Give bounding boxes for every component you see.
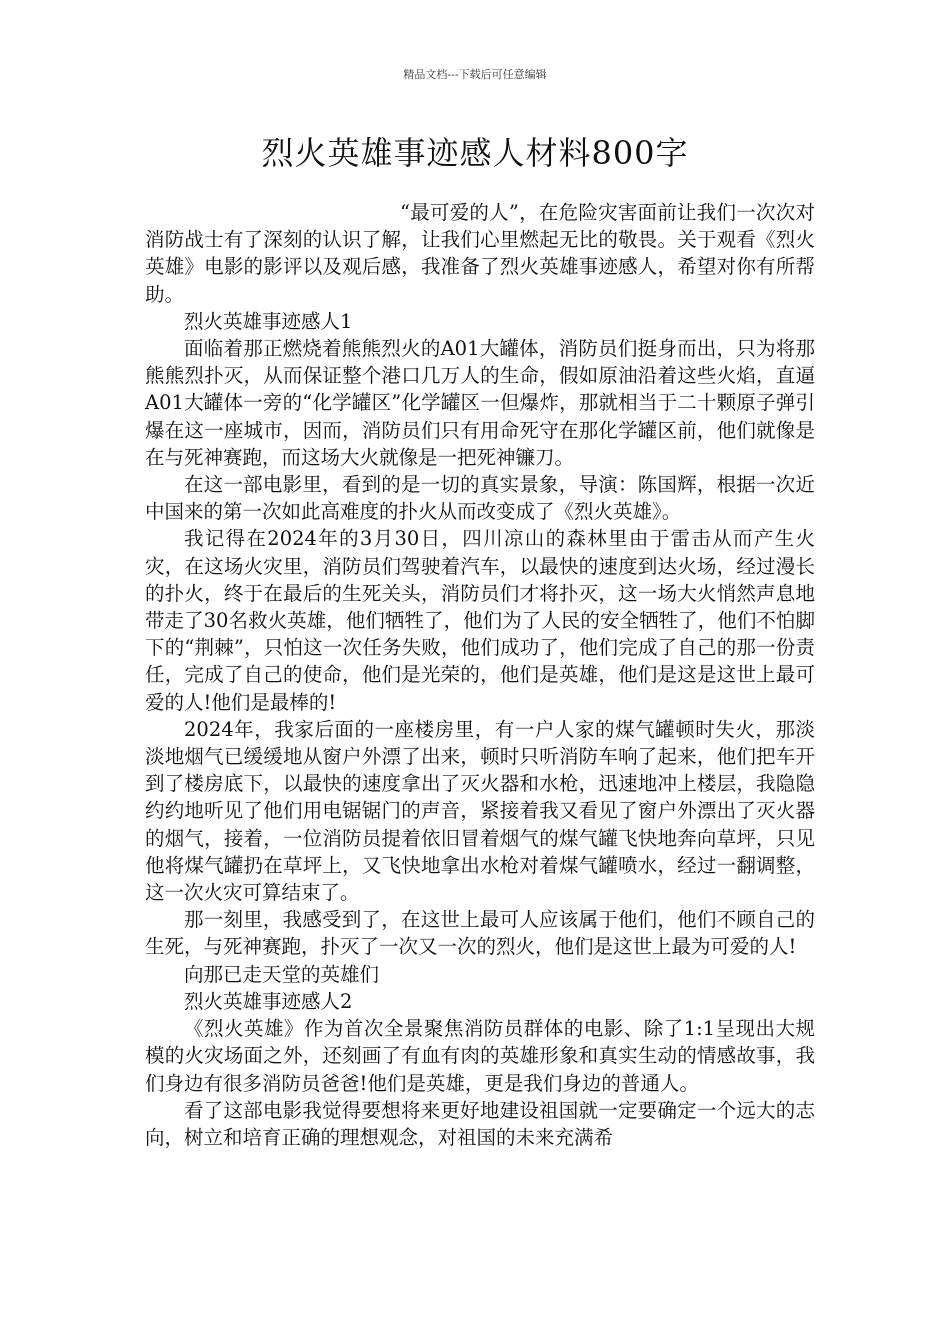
paragraph: 《烈火英雄》作为首次全景聚焦消防员群体的电影、除了1:1呈现出大规模的火灾场面之外，还刻画了有血有肉的英雄形象和真实生动的情感故事，我们身边有很多消防员爸爸!他们是英雄，更是我们身边的普通人。 — [145, 1017, 815, 1095]
page-header: 精品文档---下载后可任意编辑 — [403, 68, 547, 81]
paragraph: 看了这部电影我觉得要想将来更好地建设祖国就一定要确定一个远大的志向，树立和培育正确的理想观念，对祖国的未来充满希 — [145, 1098, 815, 1149]
paragraph: 面临着那正燃烧着熊熊烈火的A01大罐体，消防员们挺身而出，只为将那熊熊烈扑灭，从而保证整个港口几万人的生命，假如原油沿着这些火焰，直逼A01大罐体一旁的“化学罐区”化学罐区一但爆炸，那就相当于二十颗原子弹引爆在这一座城市，因而，消防员们只有用命死守在那化学罐区前，他们就像是在与死神赛跑，而这场大火就像是一把死神镰刀。 — [145, 337, 815, 469]
section-heading-1: 烈火英雄事迹感人1 — [184, 309, 353, 333]
paragraph: 2024年，我家后面的一座楼房里，有一户人家的煤气罐顿时失火，那淡淡地烟气已缓缓地从窗户外漂了出来，顿时只听消防车响了起来，他们把车开到了楼房底下，以最快的速度拿出了灭火器和水枪，迅速地冲上楼层，我隐隐约约地听见了他们用电锯锯门的声音，紧接着我又看见了窗户外漂出了灭火器的烟气，接着，一位消防员提着依旧冒着烟气的煤气罐飞快地奔向草坪，只见他将煤气罐扔在草坪上，又飞快地拿出水枪对着煤气罐喷水，经过一翻调整，这一次火灾可算结束了。 — [145, 717, 815, 905]
paragraph-intro: “最可爱的人”，在危险灾害面前让我们一次次对消防战士有了深刻的认识了解，让我们心里燃起无比的敬畏。关于观看《烈火英雄》电影的影评以及观后感，我准备了烈火英雄事迹感人，希望对你有所帮助。 — [145, 201, 815, 306]
document-body — [145, 199, 815, 1151]
paragraph-dedication: 向那已走天堂的英雄们 — [184, 962, 380, 986]
paragraph: 那一刻里，我感受到了，在这世上最可人应该属于他们，他们不顾自己的生死，与死神赛跑，扑灭了一次又一次的烈火，他们是这世上最为可爱的人! — [145, 908, 815, 959]
document-title: 烈火英雄事迹感人材料800字 — [261, 134, 689, 172]
paragraph: 我记得在2024年的3月30日，四川凉山的森林里由于雷击从而产生火灾，在这场火灾里，消防员们驾驶着汽车，以最快的速度到达火场，经过漫长的扑火，终于在最后的生死关头，消防员们才将扑灭，这一场大火悄然声息地带走了30名救火英雄，他们牺牲了，他们为了人民的安全牺牲了，他们不怕脚下的“荆棘”，只怕这一次任务失败，他们成功了，他们完成了自己的那一份责任，完成了自己的使命，他们是光荣的，他们是英雄，他们是这是这世上最可爱的人!他们是最棒的! — [145, 527, 815, 714]
section-heading-2: 烈火英雄事迹感人2 — [184, 989, 353, 1013]
paragraph: 在这一部电影里，看到的是一切的真实景象，导演：陈国辉，根据一次近中国来的第一次如此高难度的扑火从而改变成了《烈火英雄》。 — [145, 473, 815, 524]
